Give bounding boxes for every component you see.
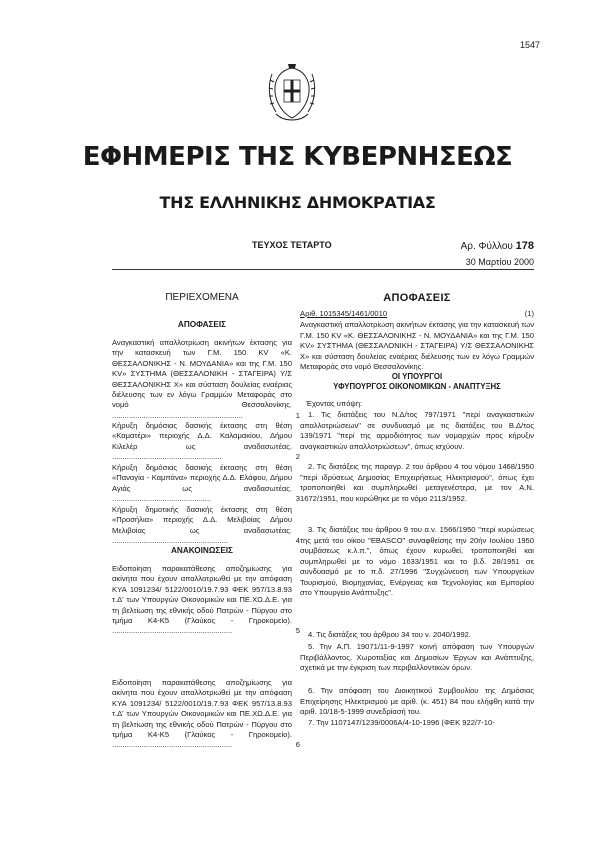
legal-item: 6. Την απόφαση του Διοικητικού Συμβουλίου της Δημόσιας Επιχείρησης Ηλεκτρισμού με αριθ. (κ. 451) 84 που ελήφθη κατά την αριθ. 10/18-5-1999 συνεδρίασή του. [300,686,534,716]
contents-announcements-heading: ΑΝΑΚΟΙΝΩΣΕΙΣ [171,546,233,555]
toc-entry-text: Ειδοποίηση παρακατάθεσης αποζημίωσης για ακίνητα που έχουν απαλλοτριωθεί με την απόφαση ΚΥΑ 1091234/ 5122/0010/19.7.93 ΦΕΚ 957/13.8.93 τ.Δ' των Υπουργών Οικονομικών και ΠΕ.ΧΩ.Δ.Ε. για τη βελτίωση της εθνικής οδού Πατρών - Πύργου στο τμήμα Κ4-Κ5 (Γλαύκος - Γηροκομείο). ......................................................... [112,678,292,750]
gazette-subtitle: ΤΗΣ ΕΛΛΗΝΙΚΗΣ ΔΗΜΟΚΡΑΤΙΑΣ [159,193,436,212]
decision-summary: Αναγκαστική απαλλοτρίωση ακινήτων έκτασης για την κατασκευή των Γ.Μ. 150 KV «Κ. ΘΕΣΣΑΛΟΝΙΚΗΣ - Ν. ΜΟΥΔΑΝΙΑ» και της Γ.Μ. 150 KV» ΣΥΣΤΗΜΑ (ΘΕΣΣΑΛΟΝΙΚΗ - ΣΤΑΓΕΙΡΑ) Υ/Σ ΘΕΣΣΑΛΟΝΙΚΗΣ Χ» και σύσταση δουλείας εναέριας διέλευσης των εν λόγω Γραμμών Μεταφοράς στο νομό Θεσσαλονίκης. [300,320,534,371]
page-number: 1547 [519,40,540,50]
legal-item: 5. Την Α.Π. 19071/11-9-1997 κοινή απόφαση των Υπουργών Περιβάλλοντος, Χωροταξίας και Δημοσίων Έργων και Ανάπτυξης, σχετικά με την έγκριση των περιβαλλοντικών όρων. [300,642,534,672]
toc-entry-page: 3 [295,494,300,504]
decision-number [300,309,534,318]
decision-number-text: Αριθ. 1015345/1461/0010 [300,309,388,318]
toc-entry-page: 1 [295,410,300,420]
toc-entry[interactable] [112,678,300,751]
ministers-heading: ΟΙ ΥΠΟΥΡΓΟΙ [391,372,443,381]
toc-entry[interactable] [112,463,300,505]
sheet-label: Αρ. Φύλλου [460,241,513,252]
contents-decisions-heading: ΑΠΟΦΑΣΕΙΣ [177,320,227,329]
toc-entry-text: Κήρυξη δημοτικής δασικής έκτασης στη θέση «Προσήλια» περιοχής Δ.Δ. Μελιβοίας Δήμου Μελιβοίας ως αναδασωτέας. ....................................................... [112,505,292,546]
decision-roman: (1) [524,309,534,318]
considering-line: Έχοντας υπόψη: [306,399,363,408]
toc-entry-page: 2 [295,452,300,462]
decisions-heading: ΑΠΟΦΑΣΕΙΣ [383,292,451,304]
contents-heading: ΠΕΡΙΕΧΟΜΕΝΑ [165,292,239,303]
toc-entry-text: Κήρυξη δημόσιας δασικής έκτασης στη θέση «Καματέρι» περιοχής Δ.Δ. Καλαμακίου, Δήμου Κιλελέρ ως αναδασωτέας. .................................................... [112,421,292,462]
header-rule [112,269,534,270]
toc-entry[interactable] [112,564,300,637]
legal-item: 3. Τις διατάξεις του άρθρου 9 του α.ν. 1566/1950 "περί κυρώσεως της μετά του οίκου "EBASCO" συναφθείσης την 20ήν Ιουλίου 1950 συμβάσεως κ.λ.π.", όπως έχουν κυρωθεί, τροποποιηθεί και συμπληρωθεί με το νόμο 1633/1951 και το β.δ. 28/1951 σε συνδυασμό με το π.δ. 27/1996 "Συγχώνευση των Υπουργείων Τουρισμού, Βιομηχανίας, Ενέργειας και Τεχνολογίας και Εμπορίου στο Υπουργείο Ανάπτυξης". [300,525,534,597]
sheet-number [452,240,534,252]
legal-item: 2. Τις διατάξεις της παραγρ. 2 του άρθρου 4 του νόμου 1468/1950 "περί ιδρύσεως Δημοσίας Επιχειρήσεως Ηλεκτρισμού", όπως έχει τροποποιηθεί και συμπληρωθεί μεταγενέστερα, με τον Α.Ν. 1672/1951, που κυρώθηκε με το νόμο 2113/1952. [300,462,534,503]
toc-entry-text: Ειδοποίηση παρακατάθεσης αποζημίωσης για ακίνητα που έχουν απαλλοτριωθεί με την απόφαση ΚΥΑ 1091234/ 5122/0010/19.7.93 ΦΕΚ 957/13.8.93 τ.Δ' των Υπουργών Οικονομικών και ΠΕ.ΧΩ.Δ.Ε. για τη βελτίωση της εθνικής οδού Πατρών - Πύργου στο τμήμα Κ4-Κ5 (Γλαύκος - Γηροκομείο). ......................................................... [112,564,292,636]
issue-label: ΤΕΥΧΟΣ ΤΕΤΑΡΤΟ [252,240,332,250]
toc-entry[interactable] [112,338,300,421]
legal-item: 1. Τις διατάξεις του Ν.Δ/τος 797/1971 "περί αναγκαστικών απαλλοτριώσεων" σε συνδυασμό με τις διατάξεις του Β.Δ/τος 139/1971 "περί της αρμοδιότητος των νομαρχών προς κήρυξιν αναγκαστικών απαλλοτριώσεων", όπως ισχύουν. [300,410,534,451]
toc-entry-text: Κήρυξη δημόσιας δασικής έκτασης στη θέση «Παναγία - Καμπάνα» περιοχής Δ.Δ. Ελάφου, Δήμου Αγιάς ως αναδασωτέας. ............................................... [112,463,292,504]
issue-date: 30 Μαρτίου 2000 [465,257,534,267]
toc-entry-text: Αναγκαστική απαλλοτρίωση ακινήτων έκτασης για την κατασκευή των Γ.Μ. 150 KV «Κ. ΘΕΣΣΑΛΟΝΙΚΗΣ - Ν. ΜΟΥΔΑΝΙΑ» και της Γ.Μ. 150 KV» ΣΥΣΤΗΜΑ (ΘΕΣΣΑΛΟΝΙΚΗ - ΣΤΑΓΕΙΡΑ) Υ/Σ ΘΕΣΣΑΛΟΝΙΚΗΣ Χ» και σύσταση δουλείας εναέριας διέλευσης των εν λόγω Γραμμών Μεταφοράς στο νομό Θεσσαλονίκης. .............................................................. [112,338,292,420]
legal-item: 7. Την 1107147/1239/0006Α/4-10-1996 (ΦΕΚ 922/7-10- [308,718,495,727]
ministers-subheading: ΥΦΥΠΟΥΡΓΟΣ ΟΙΚΟΝΟΜΙΚΩΝ - ΑΝΑΠΤΥΞΗΣ [333,382,501,391]
toc-entry-page: 4 [295,536,300,546]
toc-entry-page: 6 [295,740,300,750]
toc-entry-page: 5 [295,626,300,636]
sheet-number-value: 178 [515,240,534,252]
toc-entry[interactable] [112,505,300,547]
greek-emblem-icon [262,60,322,124]
gazette-title: ΕΦΗΜΕΡΙΣ ΤΗΣ ΚΥΒΕΡΝΗΣΕΩΣ [82,142,513,172]
legal-item: 4. Τις διατάξεις του άρθρου 34 του ν. 2040/1992. [308,630,472,639]
toc-entry[interactable] [112,421,300,463]
